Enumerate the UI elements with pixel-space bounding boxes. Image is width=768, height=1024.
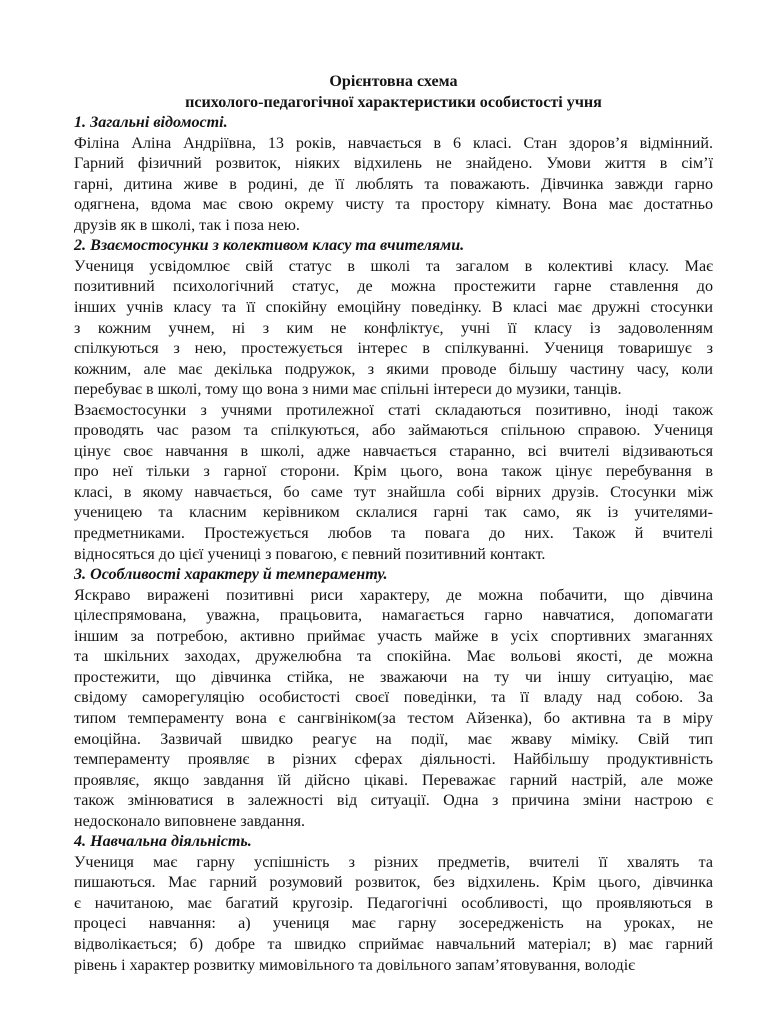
paragraph-line: Філіна Аліна Андріївна, 13 років, навчається в 6 класі. Стан здоров’я відмінний.: [74, 134, 713, 152]
paragraph-line: відволікається; б) добре та швидко сприймає навчальний матеріал; в) має гарний: [74, 935, 713, 953]
paragraph-line: предметниками. Простежується любов та повага до них. Також й вчителі: [74, 525, 713, 543]
section-2: [74, 236, 713, 565]
paragraph-line: позитивний психологічний статус, де можна простежити гарне ставлення до: [74, 278, 713, 296]
paragraph-line: недосконало виповнене завдання.: [74, 812, 306, 830]
paragraph-line: проявляє, якщо завдання їй дійсно цікаві. Переважає гарний настрій, але може: [74, 771, 713, 789]
paragraph-line: про неї тільки з гарної сторони. Крім цього, вона також цінує перебування в: [74, 463, 713, 481]
paragraph-line: інших учнів класу та її спокійну емоційну поведінку. В класі має дружні стосунки: [74, 299, 713, 317]
paragraph-line: темпераменту проявляє в різних сферах діяльності. Найбільшу продуктивність: [74, 751, 713, 769]
paragraph-line: Взаємостосунки з учнями протилежної статі складаються позитивно, іноді також: [74, 401, 713, 419]
paragraph-line: відносяться до цієї учениці з повагою, є певний позитивний контакт.: [74, 545, 546, 563]
paragraph-line: з кожним учнем, ні з ким не конфліктує, учні її класу із задоволенням: [74, 319, 713, 337]
document-body: [74, 113, 713, 976]
paragraph-line: емоційна. Зазвичай швидко реагує на події, має жваву міміку. Свій тип: [74, 730, 713, 748]
paragraph-line: цінує своє навчання в школі, адже навчається старанно, всі вчителі відзиваються: [74, 442, 713, 460]
paragraph-line: рівень і характер розвитку мимовільного та довільного запам’ятовування, володіє: [74, 956, 636, 974]
paragraph-line: спілкуються з нею, простежується інтерес в спілкуванні. Учениця товаришує з: [74, 340, 713, 358]
paragraph-line: процесі навчання: а) учениця має гарну зосередженість на уроках, не: [74, 915, 713, 933]
paragraph-line: ученицею та класним керівником склалися гарні так само, як із учителями-: [74, 504, 713, 522]
paragraph-line: друзів як в школі, так і поза нею.: [74, 216, 300, 234]
paragraph: [74, 257, 713, 401]
paragraph: [74, 586, 713, 833]
title-line-1: Орієнтовна схема: [329, 73, 458, 90]
paragraph-line: є начитаною, має багатий кругозір. Педагогічні особливості, що проявляються в: [74, 894, 713, 912]
paragraph-line: типом темпераменту вона є сангвініком(за тестом Айзенка), бо активна та в міру: [74, 709, 713, 727]
section-heading: 3. Особливості характеру й темпераменту.: [74, 566, 388, 584]
document-title: [74, 72, 713, 113]
section-heading: 2. Взаємостосунки з колективом класу та вчителями.: [74, 237, 465, 255]
paragraph-line: простежити, що дівчинка стійка, не зважаючи на ту чи іншу ситуацію, має: [74, 668, 713, 686]
paragraph-line: Яскраво виражені позитивні риси характеру, де можна побачити, що дівчина: [74, 586, 713, 604]
paragraph-line: іншим за потребою, активно приймає участь майже в усіх спортивних змаганнях: [74, 627, 713, 645]
section-heading: 1. Загальні відомості.: [74, 114, 228, 132]
paragraph-line: кожним, але має декілька подружок, з якими проводе більшу частину часу, коли: [74, 360, 713, 378]
paragraph-line: та шкільних заходах, дружелюбна та спокійна. Має вольові якості, де можна: [74, 648, 713, 666]
section-1: [74, 113, 713, 236]
paragraph: [74, 853, 713, 976]
section-heading: 4. Навчальна діяльність.: [74, 833, 252, 851]
paragraph-line: перебуває в школі, тому що вона з ними має спільні інтереси до музики, танців.: [74, 381, 622, 399]
title-line-2: психолого-педагогічної характеристики особистості учня: [185, 93, 602, 111]
section-3: [74, 565, 713, 832]
paragraph-line: проводять час разом та спілкуються, або займаються спільною справою. Учениця: [74, 422, 713, 440]
paragraph-line: гарні, дитина живе в родині, де її люблять та поважають. Дівчинка завжди гарно: [74, 175, 713, 193]
paragraph-line: одягнена, вдома має свою окрему чисту та простору кімнату. Вона має достатньо: [74, 196, 713, 214]
paragraph-line: Учениця має гарну успішність з різних предметів, вчителі її хвалять та: [74, 853, 713, 871]
paragraph-line: також змінюватися в залежності від ситуації. Одна з причина зміни настрою є: [74, 792, 713, 810]
paragraph-line: цілеспрямована, уважна, працьовита, намагається гарно навчатися, допомагати: [74, 607, 713, 625]
paragraph-line: Гарний фізичний розвиток, ніяких відхилень не знайдено. Умови життя в сім’ї: [74, 155, 713, 173]
paragraph-line: свідому саморегуляцію особистості своєї поведінки, та її владу над собою. За: [74, 689, 713, 707]
paragraph-line: класі, в якому навчається, бо саме тут знайшла собі вірних друзів. Стосунки між: [74, 483, 713, 501]
paragraph-line: Учениця усвідомлює свій статус в школі та загалом в колективі класу. Має: [74, 257, 713, 275]
paragraph-line: пишаються. Має гарний розумовий розвиток, без відхилень. Крім цього, дівчинка: [74, 874, 713, 892]
section-4: [74, 832, 713, 976]
document-page: [74, 72, 713, 976]
paragraph: [74, 401, 713, 565]
paragraph: [74, 134, 713, 237]
